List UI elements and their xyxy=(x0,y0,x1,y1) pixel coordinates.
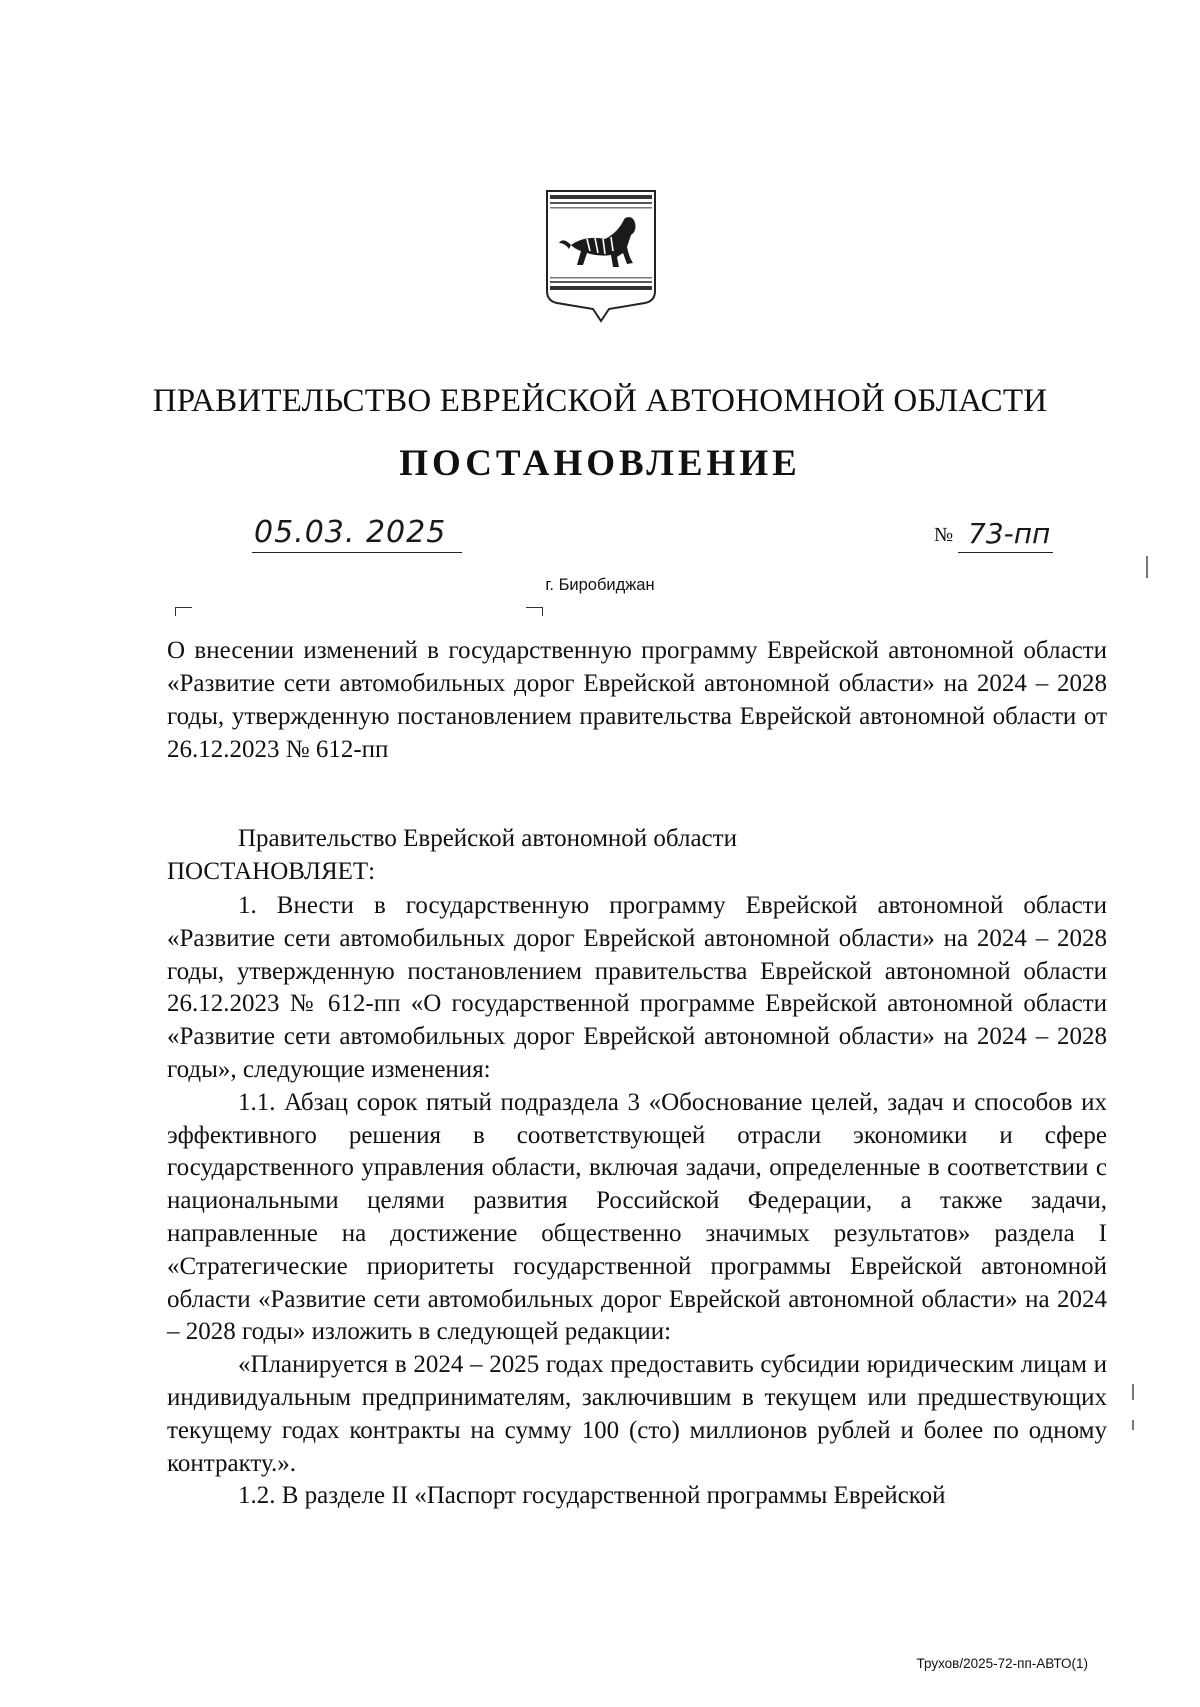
scan-mark xyxy=(1132,1420,1134,1430)
preamble: Правительство Еврейской автономной области xyxy=(238,825,737,852)
corner-bracket-right xyxy=(526,607,543,616)
paragraph-1-2: 1.2. В разделе II «Паспорт государственной программы Еврейской xyxy=(238,1482,946,1510)
number-label: № xyxy=(934,524,954,546)
handwritten-number: 73-пп xyxy=(968,517,1051,550)
document-subject: О внесении изменений в государственную программу Еврейской автономной области «Развитие сети автомобильных дорог Еврейской автономной области» на 2024 – 2028 годы, утвержденную постановлением правительства Еврейской автономной области от 26.12.2023 № 612-пп xyxy=(167,637,1107,763)
paragraph-1-1: 1.1. Абзац сорок пятый подраздела 3 «Обоснование целей, задач и способов их эффективного решения в соответствующей отрасли экономики и сфере государственного управления области, включая задачи, определенные в соответствии с национальными целями развития Российской Федерации, а также задачи, направленные на достижение общественно значимых результатов» раздела I «Стратегические приоритеты государственной программы Еврейской автономной области «Развитие сети автомобильных дорог Еврейской автономной области» на 2024 – 2028 годы» изложить в следующей редакции: xyxy=(167,1088,1107,1346)
footer-file-code: Трухов/2025-72-пп-АВТО(1) xyxy=(916,1656,1088,1671)
scan-mark xyxy=(1132,1384,1134,1400)
date-field xyxy=(252,510,462,553)
handwritten-date: 05.03. 2025 xyxy=(254,515,447,550)
paragraph-quote: «Планируется в 2024 – 2025 годах предоставить субсидии юридическим лицам и индивидуальным предпринимателям, заключившим в текущем или предшествующих текущему годах контракты на сумму 100 (сто) миллионов рублей и более по одному контракту.». xyxy=(167,1351,1107,1477)
document-type-title: ПОСТАНОВЛЕНИЕ xyxy=(399,443,801,484)
document-body xyxy=(167,890,1107,1513)
number-field xyxy=(958,510,1053,553)
paragraph-1: 1. Внести в государственную программу Еврейской автономной области «Развитие сети автомобильных дорог Еврейской автономной области» на 2024 – 2028 годы, утвержденную постановлением правительства Еврейской автономной области 26.12.2023 № 612-пп «О государственной программе Еврейской автономной области «Развитие сети автомобильных дорог Еврейской автономной области» на 2024 – 2028 годы», следующие изменения: xyxy=(167,892,1107,1083)
coat-of-arms-icon xyxy=(541,187,661,325)
corner-bracket-left xyxy=(175,607,192,616)
city-label: г. Биробиджан xyxy=(545,576,655,594)
government-title: ПРАВИТЕЛЬСТВО ЕВРЕЙСКОЙ АВТОНОМНОЙ ОБЛАСТИ xyxy=(152,383,1048,419)
scan-mark xyxy=(1146,556,1148,578)
resolves-heading: ПОСТАНОВЛЯЕТ: xyxy=(167,858,376,885)
